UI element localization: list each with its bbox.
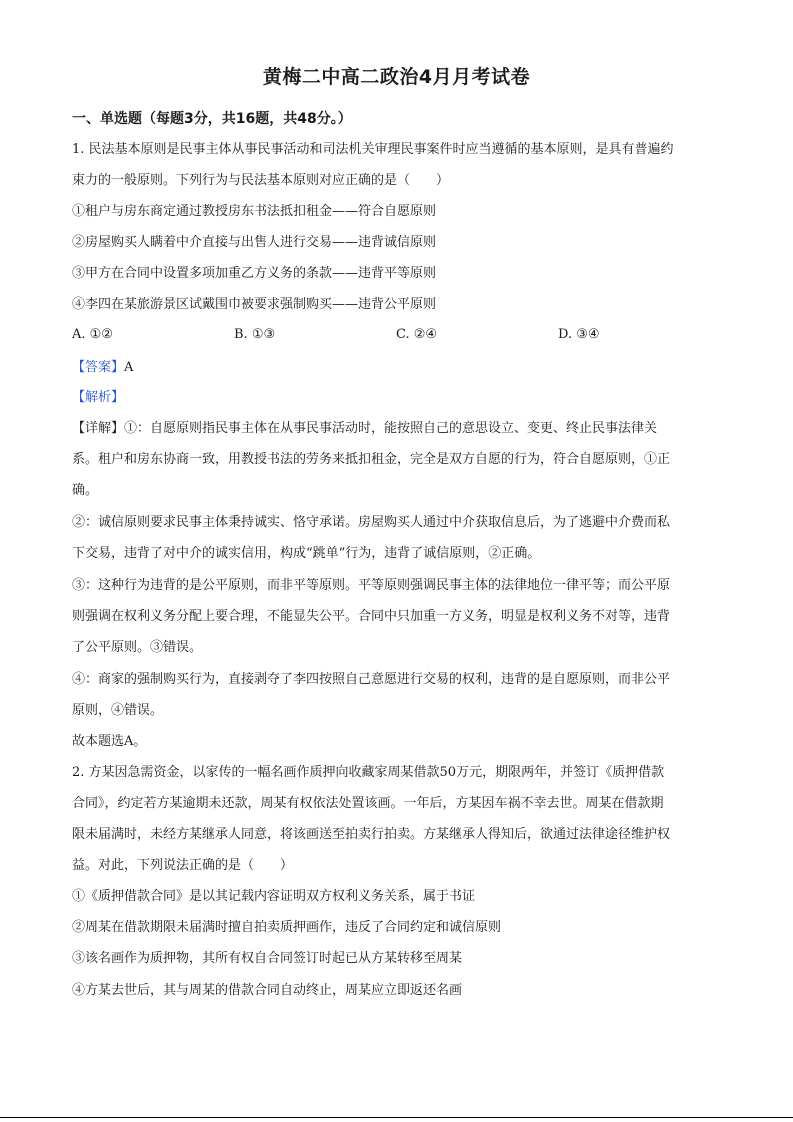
q2-stem-line-4: 益。对此，下列说法正确的是（ ） — [72, 858, 294, 873]
q1-answer-line — [72, 359, 732, 377]
q2-statement-1: ①《质押借款合同》是以其记载内容证明双方权利义务关系，属于书证 — [72, 889, 476, 904]
detail-tag: 【详解】 — [72, 421, 125, 436]
q1-detail-line-6: ③：这种行为违背的是公平原则，而非平等原则。平等原则强调民事主体的法律地位一律平等；而公平原 — [72, 578, 671, 593]
q1-detail-line-3: 确。 — [72, 483, 99, 498]
q1-stem-line-2: 束力的一般原则。下列行为与民法基本原则对应正确的是（ ） — [72, 173, 450, 188]
section-heading: 一、单选题（每题3分，共16题，共48分。） — [72, 111, 352, 127]
q1-detail-line-10: 原则，④错误。 — [72, 703, 164, 718]
q1-option-c: C. ②④ — [396, 327, 438, 342]
q1-detail-line-7: 则强调在权利义务分配上要合理，不能显失公平。合同中只加重一方义务，明显是权利义务不对等，违背 — [72, 609, 671, 624]
q1-statement-4: ④李四在某旅游景区试戴围巾被要求强制购买——违背公平原则 — [72, 297, 437, 312]
q2-statement-2: ②周某在借款期限未届满时擅自拍卖质押画作，违反了合同约定和诚信原则 — [72, 920, 502, 935]
q1-option-b: B. ①③ — [234, 327, 276, 342]
q1-detail-line-5: 下交易，违背了对中介的诚实信用，构成“跳单”行为，违背了诚信原则，②正确。 — [72, 546, 541, 561]
answer-value: A — [124, 360, 134, 375]
q1-statement-3: ③甲方在合同中设置多项加重乙方义务的条款——违背平等原则 — [72, 266, 437, 281]
q1-option-a: A. ①② — [72, 327, 113, 342]
q1-statement-2: ②房屋购买人瞒着中介直接与出售人进行交易——违背诚信原则 — [72, 235, 437, 250]
page-bottom-divider — [0, 1117, 793, 1118]
q1-detail-line-1: 【详解】①：自愿原则指民事主体在从事民事活动时，能按照自己的意思设立、变更、终止民事法律关 — [72, 421, 658, 436]
q1-stem-line-1: 1. 民法基本原则是民事主体从事民事活动和司法机关审理民事案件时应当遵循的基本原则，是具有普遍约 — [72, 142, 674, 157]
q1-detail-line-11: 故本题选A。 — [72, 734, 147, 749]
q1-analysis-line — [72, 389, 732, 407]
q2-stem-line-2: 合同》，约定若方某逾期未还款，周某有权依法处置该画。一年后，方某因车祸不幸去世。周某在借款期 — [72, 796, 664, 811]
q2-stem-line-3: 限未届满时，未经方某继承人同意，将该画送至拍卖行拍卖。方某继承人得知后，欲通过法律途径维护权 — [72, 827, 671, 842]
q1-detail-line-2: 系。租户和房东协商一致，用教授书法的劳务来抵扣租金，完全是双方自愿的行为，符合自愿原则，①正 — [72, 452, 671, 467]
q2-stem-line-1: 2. 方某因急需资金，以家传的一幅名画作质押向收藏家周某借款50万元，期限两年，并签订《质押借款 — [72, 765, 665, 780]
q1-option-d: D. ③④ — [558, 327, 600, 342]
q1-detail-line-9: ④：商家的强制购买行为，直接剥夺了李四按照自己意愿进行交易的权利，违背的是自愿原则，而非公平 — [72, 672, 671, 687]
page-title: 黄梅二中高二政治4月月考试卷 — [262, 66, 531, 88]
q1-statement-1: ①租户与房东商定通过教授房东书法抵扣租金——符合自愿原则 — [72, 204, 437, 219]
q2-statement-4: ④方某去世后，其与周某的借款合同自动终止，周某应立即返还名画 — [72, 983, 463, 998]
q1-detail-line-8: 了公平原则。③错误。 — [72, 640, 203, 655]
answer-tag: 【答案】 — [72, 360, 125, 375]
q2-statement-3: ③该名画作为质押物，其所有权自合同签订时起已从方某转移至周某 — [72, 951, 463, 966]
q1-detail-line-4: ②：诚信原则要求民事主体秉持诚实、恪守承诺。房屋购买人通过中介获取信息后，为了逃避中介费而私 — [72, 515, 671, 530]
analysis-tag: 【解析】 — [72, 390, 125, 405]
